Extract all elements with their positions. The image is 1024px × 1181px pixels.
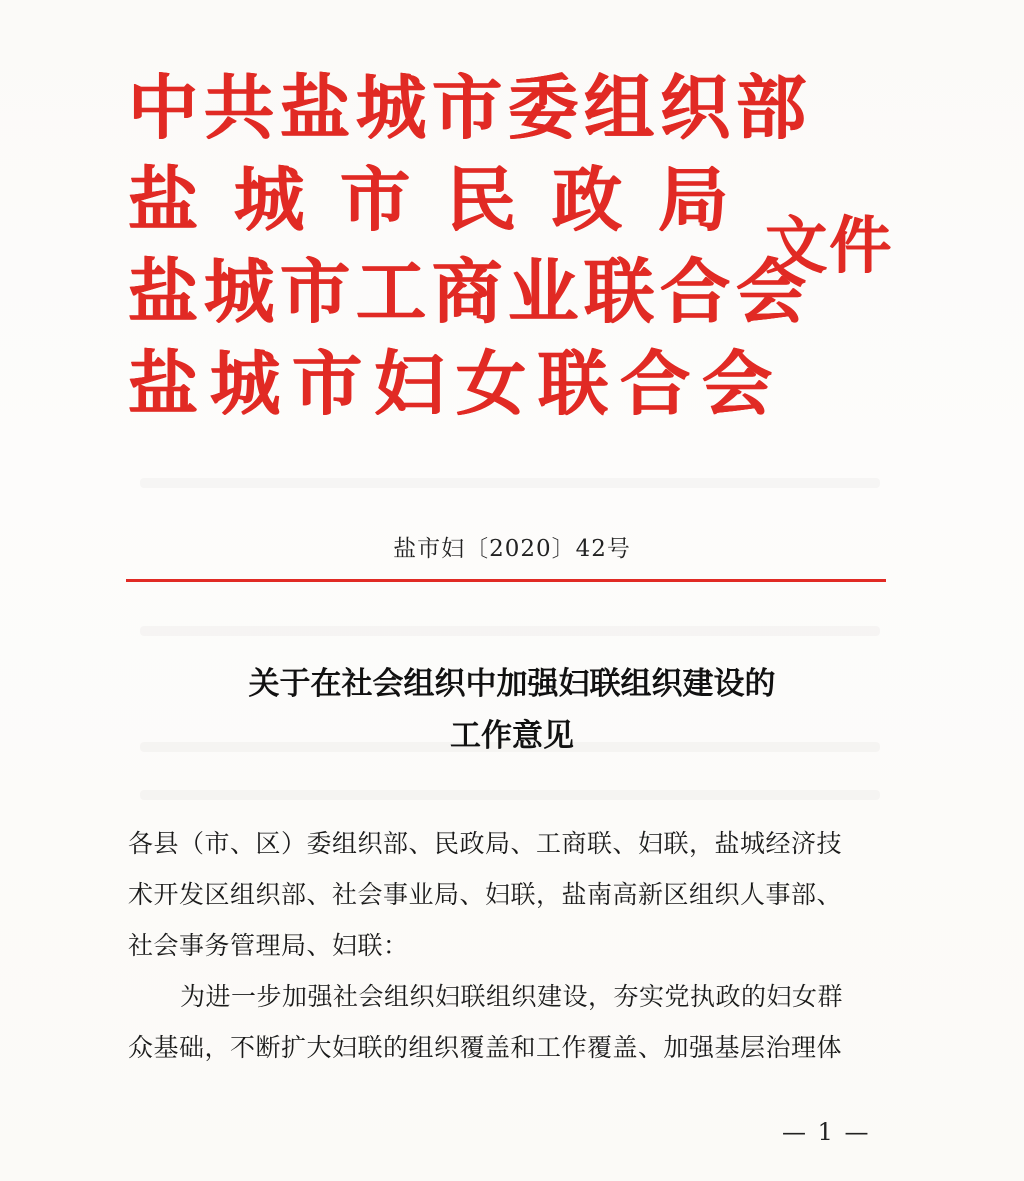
- title-line: 工作意见: [450, 718, 574, 754]
- body-line: 术开发区组织部、社会事业局、妇联，盐南高新区组织人事部、: [128, 880, 843, 909]
- issuer-line: 盐城市工商业联合会: [128, 251, 812, 333]
- body-line: 各县（市、区）委组织部、民政局、工商联、妇联，盐城经济技: [128, 829, 843, 858]
- issuer-line: 盐城市妇女联合会: [128, 343, 784, 425]
- document-type-label: 文件: [765, 209, 894, 282]
- title-line: 关于在社会组织中加强妇联组织建设的: [248, 666, 776, 702]
- document-title: [0, 658, 1024, 762]
- issuer-header: [128, 62, 812, 430]
- body-line: 为进一步加强社会组织妇联组织建设，夯实党执政的妇女群: [180, 982, 844, 1011]
- red-divider-line: [126, 579, 886, 582]
- page-number: — 1 —: [782, 1118, 871, 1146]
- body-line: 众基础，不断扩大妇联的组织覆盖和工作覆盖、加强基层治理体: [128, 1033, 843, 1062]
- document-number: 盐市妇〔2020〕42号: [393, 536, 631, 562]
- show-through-mark: [140, 478, 880, 488]
- show-through-mark: [140, 626, 880, 636]
- body-line: 社会事务管理局、妇联：: [128, 931, 409, 960]
- issuer-line: 盐城市民政局: [128, 159, 764, 241]
- document-body: [128, 818, 908, 1073]
- issuer-line: 中共盐城市委组织部: [128, 67, 812, 149]
- show-through-mark: [140, 790, 880, 800]
